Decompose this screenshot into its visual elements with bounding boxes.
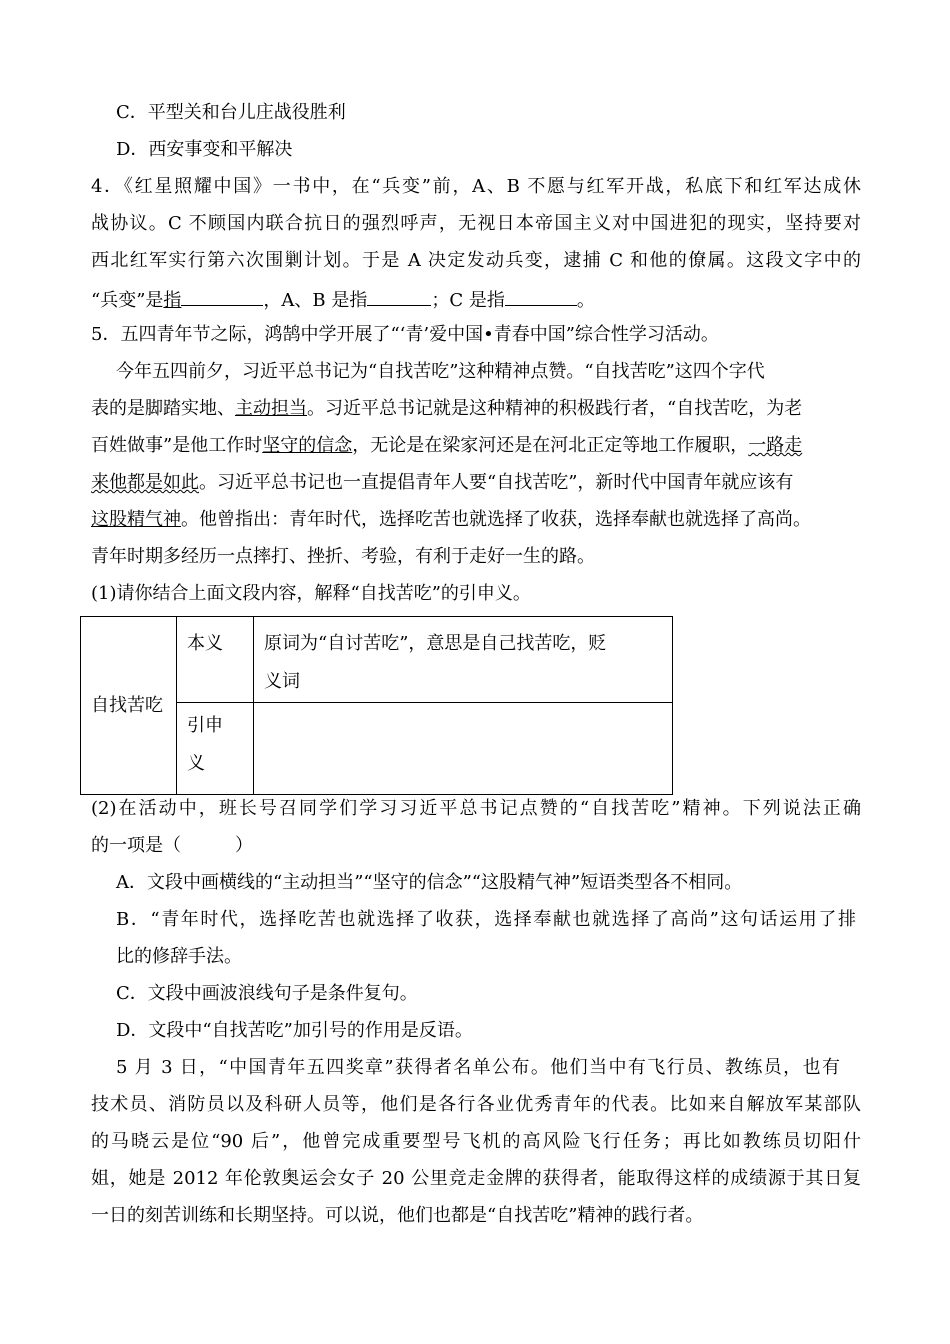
text-line: 义词 [264, 671, 300, 692]
question-5-title: 5．五四青年节之际，鸿鹄中学开展了“‘青’爱中国•青春中国”综合性学习活动。 [91, 324, 719, 345]
wavy-sentence: 一路走 [748, 435, 803, 456]
text-segment: “兵变”是 [91, 290, 164, 311]
label-extended-meaning [177, 703, 254, 795]
wavy-sentence: 来他都是如此 [91, 472, 199, 493]
underlined-phrase: 这股精气神 [91, 509, 181, 530]
choice-a[interactable]: A．文段中画横线的“主动担当”“坚守的信念”“这股精气神”短语类型各不相同。 [116, 872, 743, 893]
option-c: C．平型关和台儿庄战役胜利 [116, 102, 346, 123]
passage2-line-1: 5 月 3 日，“中国青年五四奖章”获得者名单公布。他们当中有飞行员、教练员，也有 [116, 1057, 840, 1078]
answer-blank-1[interactable] [181, 287, 263, 306]
passage2-line-5: 一日的刻苦训练和长期坚持。可以说，他们也都是“自找苦吃”精神的践行者。 [91, 1205, 704, 1226]
subquestion-1: (1)请你结合上面文段内容，解释“自找苦吃”的引申义。 [91, 583, 531, 604]
original-meaning-text [254, 617, 673, 703]
extended-meaning-answer-cell[interactable] [254, 703, 673, 795]
subquestion-2-line-2: 的一项是（ ） [91, 835, 253, 856]
passage2-line-2: 技术员、消防员以及科研人员等，他们是各行各业优秀青年的代表。比如来自解放军某部队 [91, 1094, 861, 1115]
text-segment: 表的是脚踏实地、 [91, 398, 235, 419]
choice-b-line-1[interactable]: B．“青年时代，选择吃苦也就选择了收获，选择奉献也就选择了高尚”这句话运用了排 [116, 909, 856, 930]
text-segment: ，A、B 是指 [263, 290, 368, 311]
choice-b-line-2[interactable]: 比的修辞手法。 [116, 946, 242, 967]
passage-line-5 [91, 509, 861, 531]
answer-blank-3[interactable] [505, 287, 577, 306]
text-segment: 百姓做事”是他工作时 [91, 435, 263, 456]
question-4-line-2: 战协议。C 不顾国内联合抗日的强烈呼声，无视日本帝国主义对中国进犯的现实，坚持要对 [91, 213, 861, 234]
passage-line-4 [91, 472, 861, 494]
text-segment: 。习近平总书记也一直提倡青年人要“自找苦吃”，新时代中国青年就应该有 [199, 472, 794, 493]
question-4-line-3: 西北红军实行第六次围剿计划。于是 A 决定发动兵变，逮捕 C 和他的僚属。这段文字中的 [91, 250, 861, 271]
answer-blank-2[interactable] [367, 287, 431, 306]
label-original-meaning: 本义 [177, 617, 254, 703]
text-segment: ；C 是指 [431, 290, 505, 311]
table-term: 自找苦吃 [81, 617, 177, 795]
passage2-line-3: 的马晓云是位“90 后”，他曾完成重要型号飞机的高风险飞行任务；再比如教练员切阳什 [91, 1131, 861, 1152]
meaning-table [80, 616, 673, 795]
question-4-blanks-line [91, 287, 861, 312]
text-segment: ，无论是在梁家河还是在河北正定等地工作履职， [352, 435, 749, 456]
passage-line-6: 青年时期多经历一点摔打、挫折、考验，有利于走好一生的路。 [91, 546, 595, 567]
subquestion-2-line-1: (2)在活动中，班长号召同学们学习习近平总书记点赞的“自找苦吃”精神。下列说法正确 [91, 798, 861, 819]
passage-line-1: 今年五四前夕，习近平总书记为“自找苦吃”这种精神点赞。“自找苦吃”这四个字代 [116, 361, 765, 382]
passage2-line-4: 姐，她是 2012 年伦敦奥运会女子 20 公里竞走金牌的获得者，能取得这样的成绩源于其日复 [91, 1168, 861, 1189]
question-4-line-1: 4．《红星照耀中国》一书中，在“兵变”前，A、B 不愿与红军开战，私底下和红军达成休 [91, 176, 861, 197]
passage-line-2 [91, 398, 861, 420]
text-line: 义 [187, 753, 205, 774]
text-line: 原词为“自讨苦吃”，意思是自己找苦吃，贬 [264, 633, 607, 654]
choice-d[interactable]: D．文段中“自找苦吃”加引号的作用是反语。 [116, 1020, 473, 1041]
underlined-phrase: 坚守的信念 [262, 435, 353, 456]
text-segment: 。他曾指出：青年时代，选择吃苦也就选择了收获，选择奉献也就选择了高尚。 [181, 509, 811, 530]
passage-line-3 [91, 435, 861, 457]
text-segment: 。 [576, 290, 595, 311]
choice-c[interactable]: C．文段中画波浪线句子是条件复句。 [116, 983, 418, 1004]
option-d: D．西安事变和平解决 [116, 139, 293, 160]
underlined-phrase: 主动担当 [235, 398, 307, 419]
text-segment: 。习近平总书记就是这种精神的积极践行者，“自找苦吃，为老 [307, 398, 803, 419]
text-line: 引申 [187, 715, 223, 736]
text-segment: 指 [163, 290, 182, 311]
